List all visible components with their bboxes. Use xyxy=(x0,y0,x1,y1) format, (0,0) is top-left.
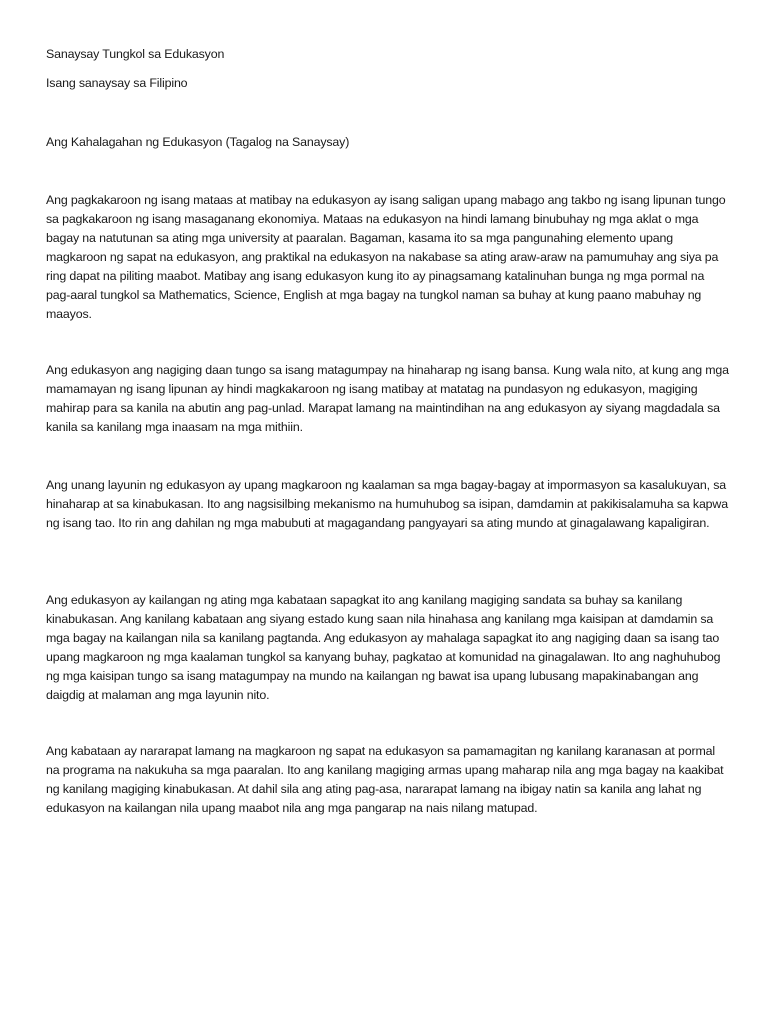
document-title: Sanaysay Tungkol sa Edukasyon xyxy=(46,47,225,61)
paragraph-1: Ang pagkakaroon ng isang mataas at matibay na edukasyon ay isang saligan upang mabago ang takbo ng isang lipunan tungo sa pagkakaroon ng isang masaganang ekonomiya. Mataas na edukasyon na hindi lamang binubuhay ng mga aklat o mga bagay na natutunan sa ating mga university at paaralan. Bagaman, kasama ito sa mga pangunahing elemento upang magkaroon ng sapat na edukasyon, ang praktikal na edukasyon na nakabase sa ating araw-araw na pamumuhay ang siya pa ring dapat na piliting maabot. Matibay ang isang edukasyon kung ito ay pinagsamang katalinuhan bunga ng mga pormal na pag-aaral tungkol sa Mathematics, Science, English at mga bagay na tungkol naman sa buhay at kung paano mabuhay ng maayos. xyxy=(46,193,726,321)
paragraph-2: Ang edukasyon ang nagiging daan tungo sa isang matagumpay na hinaharap ng isang bansa. Kung wala nito, at kung ang mga mamamayan ng isang lipunan ay hindi magkakaroon ng isang matibay at matatag na pundasyon ng edukasyon, magiging mahirap para sa kanila na abutin ang pag-unlad. Marapat lamang na maintindihan na ang edukasyon ay siyang magdadala sa kanila sa kanilang mga inaasam na mga mithiin. xyxy=(46,363,729,434)
paragraph-5: Ang kabataan ay nararapat lamang na magkaroon ng sapat na edukasyon sa pamamagitan ng kanilang karanasan at pormal na programa na nakukuha sa mga paaralan. Ito ang kanilang magiging armas upang maharap nila ang mga bagay na kaakibat ng kanilang magiging kinabukasan. At dahil sila ang ating pag-asa, nararapat lamang na ibigay natin sa kanila ang lahat ng edukasyon na kailangan nila upang maabot nila ang mga pangarap na nais nilang matupad. xyxy=(46,744,724,815)
paragraph-4: Ang edukasyon ay kailangan ng ating mga kabataan sapagkat ito ang kanilang magiging sandata sa buhay sa kanilang kinabukasan. Ang kanilang kabataan ang siyang estado kung saan nila hinahasa ang kanilang mga kaisipan at damdamin sa mga bagay na kailangan nila sa kanilang pagtanda. Ang edukasyon ay mahalaga sapagkat ito ang nagiging daan sa isang tao upang magkaroon ng mga kaalaman tungkol sa kanyang buhay, pagkatao at komunidad na ginagalawan. Ito ang naghuhubog ng mga kaisipan tungo sa isang matagumpay na mundo na kailangan ng bawat isa upang lubusang mapakinabangan ang daigdig at malaman ang mga layunin nito. xyxy=(46,593,721,702)
essay-title: Ang Kahalagahan ng Edukasyon (Tagalog na Sanaysay) xyxy=(46,135,350,149)
document-subtitle: Isang sanaysay sa Filipino xyxy=(46,76,188,90)
paragraph-3: Ang unang layunin ng edukasyon ay upang magkaroon ng kaalaman sa mga bagay-bagay at impormasyon sa kasalukuyan, sa hinaharap at sa kinabukasan. Ito ang nagsisilbing mekanismo na humuhubog sa isipan, damdamin at pakikisalamuha sa kapwa ng isang tao. Ito rin ang dahilan ng mga mabubuti at magagandang pangyayari sa ating mundo at ginagalawang kapaligiran. xyxy=(46,478,728,530)
